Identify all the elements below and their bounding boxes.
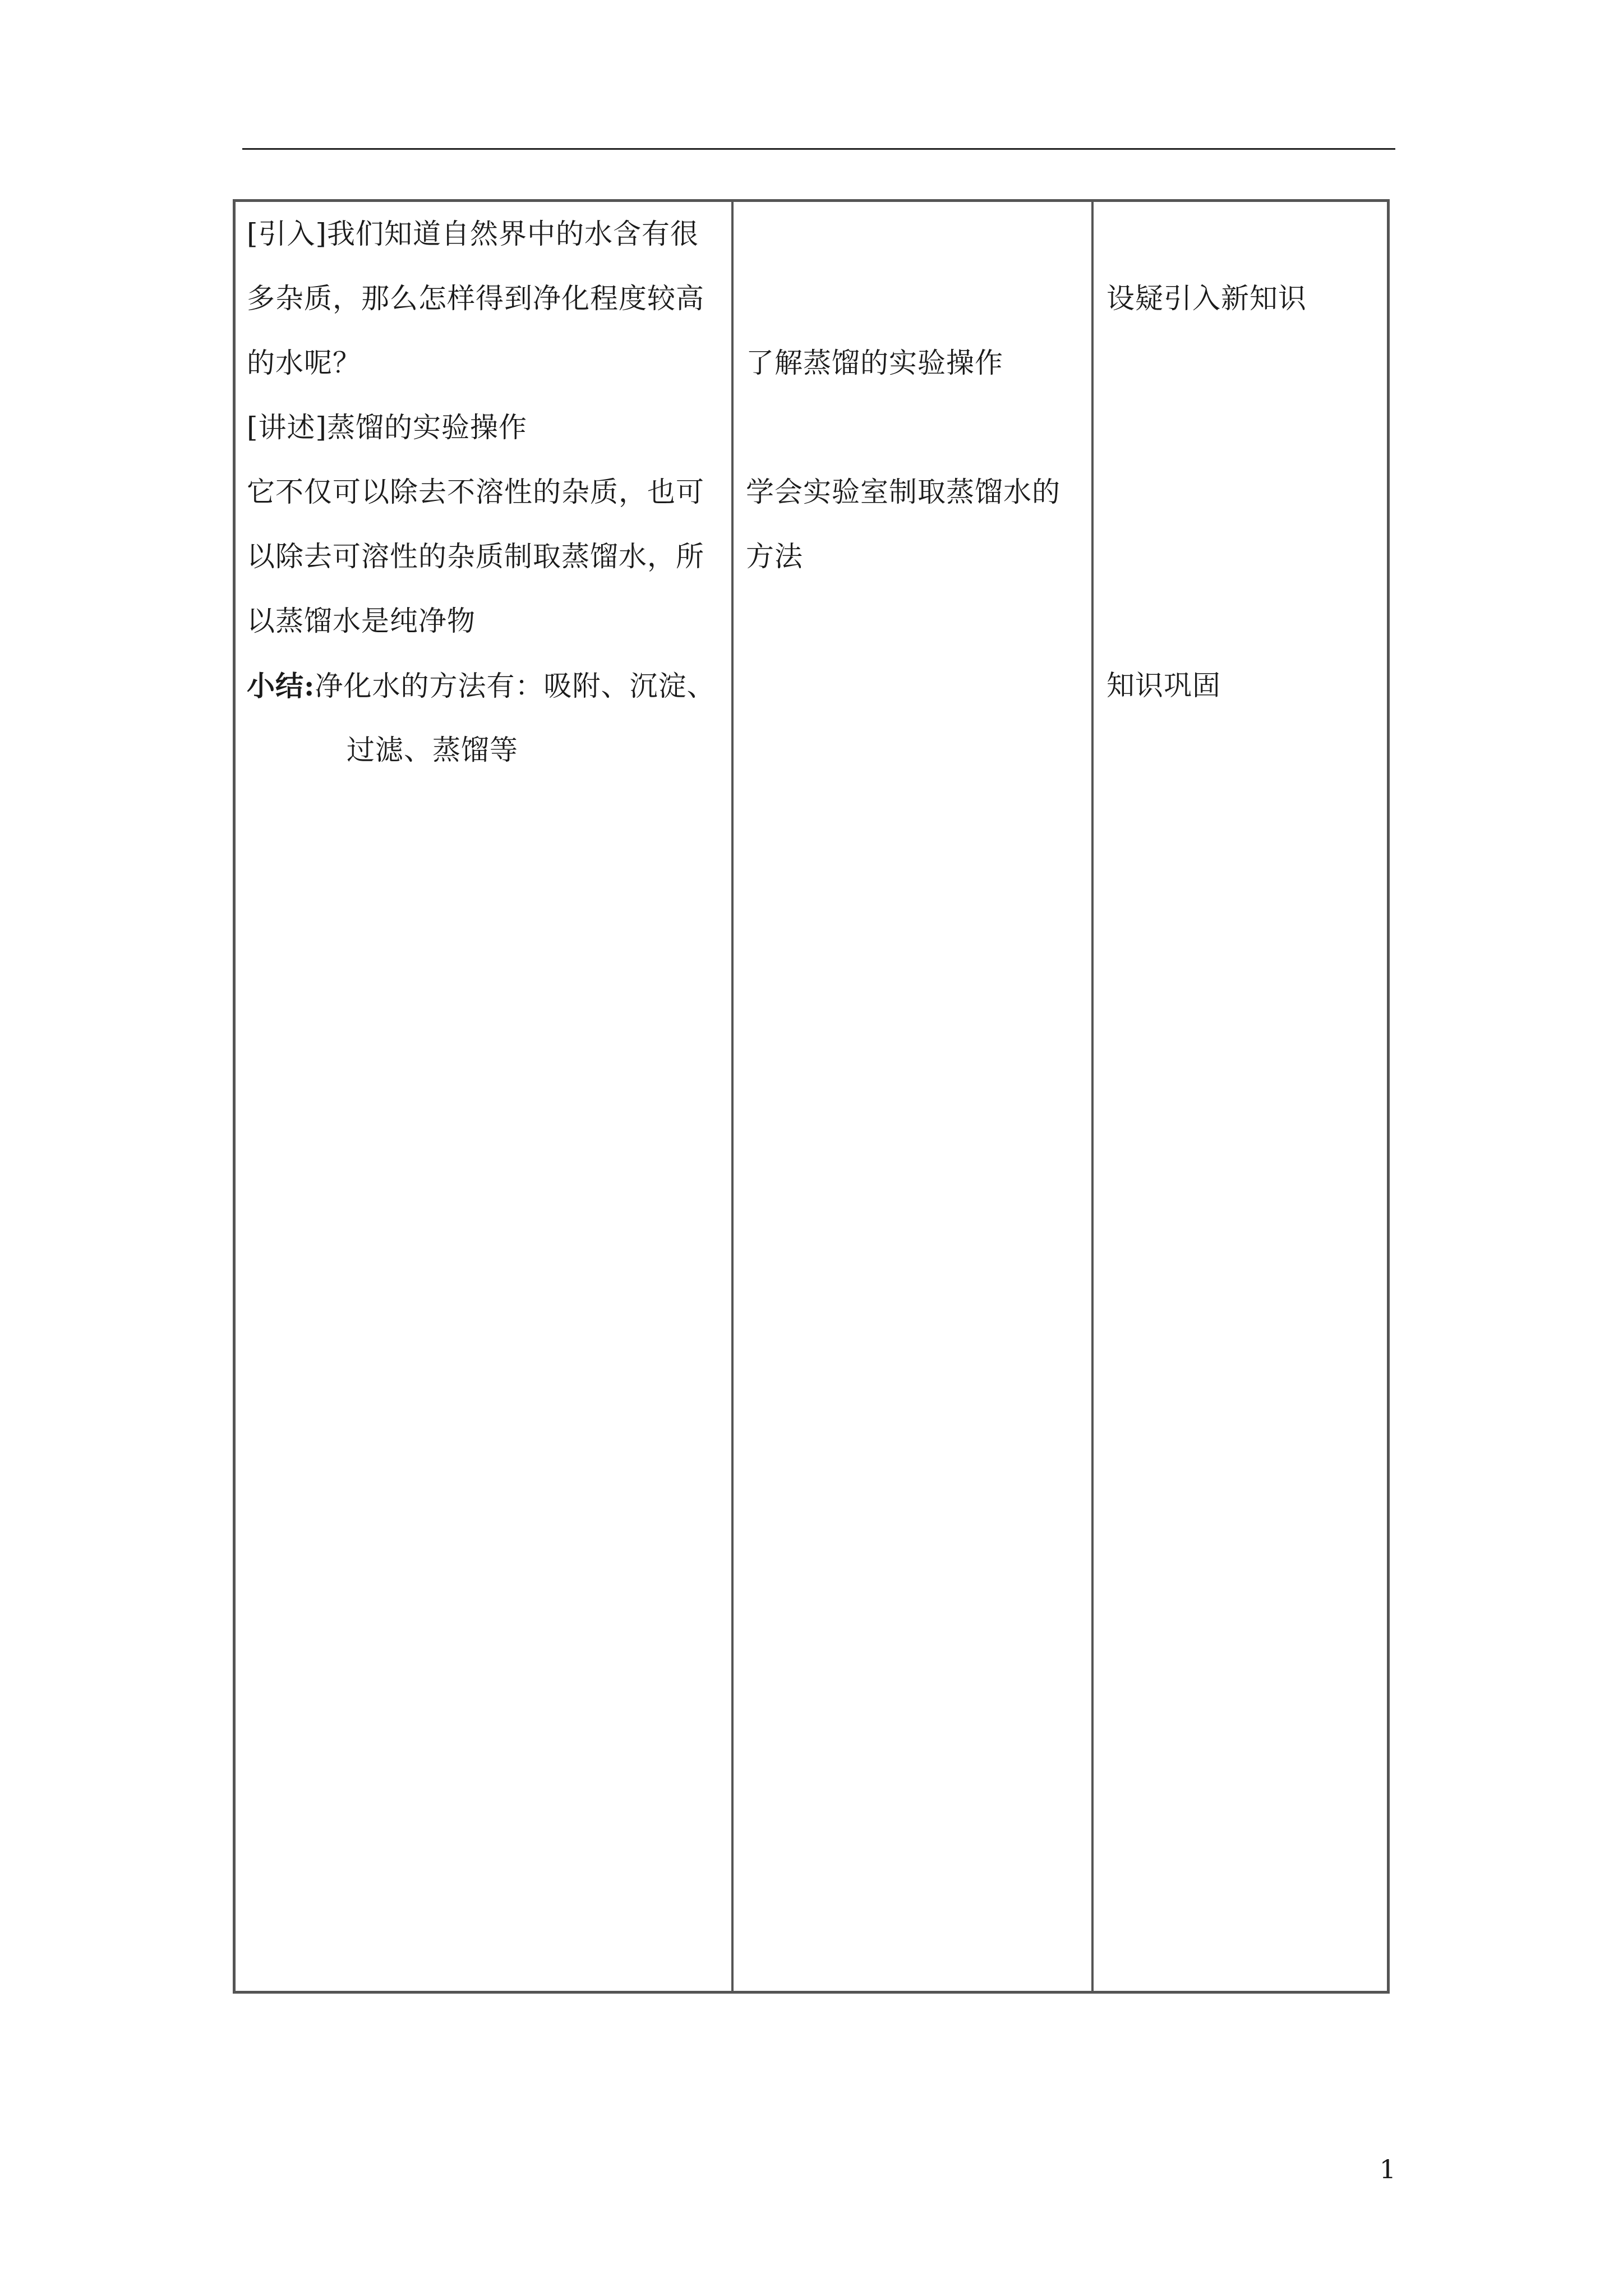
header-rule xyxy=(242,148,1395,150)
col1-line4: [讲述]蒸馏的实验操作 xyxy=(247,411,528,444)
summary-label: 小结: xyxy=(247,669,315,702)
col2-line2: 学会实验室制取蒸馏水的 xyxy=(746,476,1061,508)
col2-line3: 方法 xyxy=(746,540,803,573)
col1-line7: 以蒸馏水是纯净物 xyxy=(247,605,476,637)
col1-summary-line2: 过滤、蒸馏等 xyxy=(347,734,518,766)
col1-line2: 多杂质，那么怎样得到净化程度较高 xyxy=(247,282,704,315)
col2-line1: 了解蒸馏的实验操作 xyxy=(746,347,1003,379)
col1-line1: [引入]我们知道自然界中的水含有很 xyxy=(247,218,699,250)
col1-line5: 它不仅可以除去不溶性的杂质，也可 xyxy=(247,476,704,508)
summary-line1: 净化水的方法有：吸附、沉淀、 xyxy=(315,670,716,702)
page-number: 1 xyxy=(1379,2154,1396,2184)
col1-summary xyxy=(247,654,715,719)
column-divider-1 xyxy=(731,202,734,1991)
col3-line2: 知识巩固 xyxy=(1106,669,1221,702)
column-divider-2 xyxy=(1091,202,1094,1991)
col3-line1: 设疑引入新知识 xyxy=(1106,282,1307,315)
col1-line6: 以除去可溶性的杂质制取蒸馏水，所 xyxy=(247,540,704,573)
col1-line3: 的水呢？ xyxy=(247,347,361,379)
